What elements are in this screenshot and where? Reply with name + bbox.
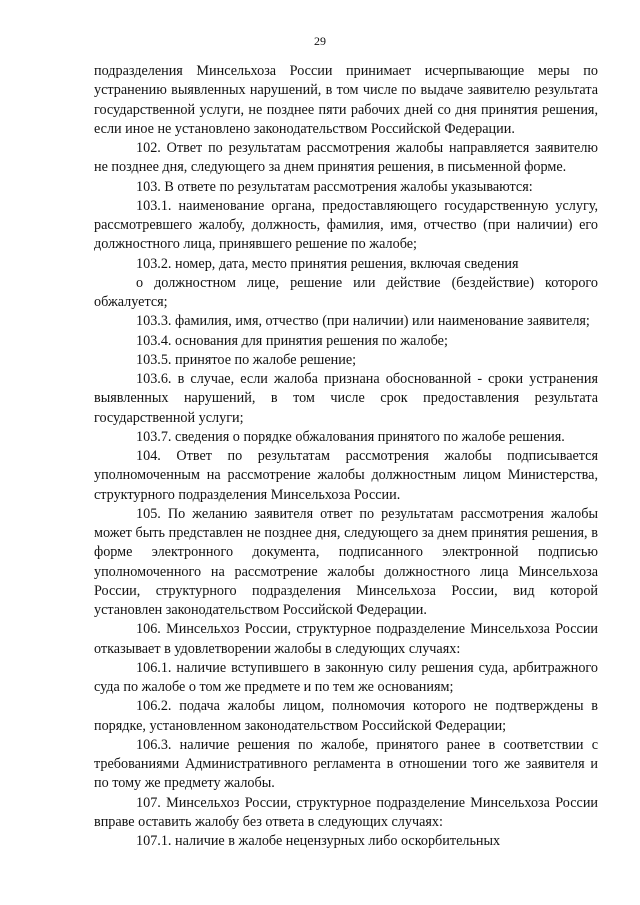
paragraph: подразделения Минсельхоза России принимает исчерпывающие меры по устранению выявленных нарушений, в том числе по выдаче заявителю результата государственной услуги, не позднее пяти рабочих дней со дня принятия решения, если иное не установлено законодательством Российской Федерации. [94, 63, 598, 137]
paragraph: 102. Ответ по результатам рассмотрения жалобы направляется заявителю не позднее дня, следующего за днем принятия решения, в письменной форме. [94, 140, 598, 176]
paragraph: 103.1. наименование органа, предоставляющего государственную услугу, рассмотревшего жалобу, должность, фамилия, имя, отчество (при наличии) его должностного лица, принявшего решение по жалобе; [94, 197, 598, 253]
paragraph: 107. Минсельхоз России, структурное подразделение Минсельхоза России вправе оставить жалобу без ответа в следующих случаях: [94, 794, 598, 830]
paragraph: 103. В ответе по результатам рассмотрения жалобы указываются: [136, 178, 533, 195]
paragraph: 103.7. сведения о порядке обжалования принятого по жалобе решения. [136, 428, 565, 445]
paragraph: 103.5. принятое по жалобе решение; [136, 351, 357, 368]
document-body [94, 62, 598, 851]
paragraph: о должностном лице, решение или действие (бездействие) которого обжалуется; [94, 274, 598, 310]
paragraph: 103.4. основания для принятия решения по жалобе; [136, 332, 448, 349]
paragraph: 106.3. наличие решения по жалобе, принятого ранее в соответствии с требованиями Административного регламента в отношении того же заявителя и по тому же предмету жалобы. [94, 736, 598, 792]
paragraph: 105. По желанию заявителя ответ по результатам рассмотрения жалобы может быть представлен не позднее дня, следующего за днем принятия решения, в форме электронного документа, подписанного электронной подписью уполномоченного на рассмотрение жалобы должностного лица Минсельхоза России, структурного подразделения Минсельхоза России, вид которой установлен законодательством Российской Федерации. [94, 505, 598, 618]
paragraph: 104. Ответ по результатам рассмотрения жалобы подписывается уполномоченным на рассмотрение жалобы должностным лицом Министерства, структурного подразделения Минсельхоза России. [94, 448, 598, 503]
paragraph: 103.3. фамилия, имя, отчество (при наличии) или наименование заявителя; [136, 313, 590, 330]
paragraph: 106.2. подача жалобы лицом, полномочия которого не подтверждены в порядке, установленном законодательством Российской Федерации; [94, 698, 598, 734]
paragraph: 106. Минсельхоз России, структурное подразделение Минсельхоза России отказывает в удовлетворении жалобы в следующих случаях: [94, 621, 598, 657]
paragraph: 106.1. наличие вступившего в законную силу решения суда, арбитражного суда по жалобе о том же предмете и по тем же основаниям; [94, 659, 598, 695]
page-number: 29 [314, 34, 326, 48]
paragraph: 107.1. наличие в жалобе нецензурных либо оскорбительных [136, 833, 501, 849]
paragraph: 103.2. номер, дата, место принятия решения, включая сведения [136, 255, 519, 272]
paragraph: 103.6. в случае, если жалоба признана обоснованной - сроки устранения выявленных нарушений, в том числе срок предоставления результата государственной услуги; [94, 371, 598, 426]
